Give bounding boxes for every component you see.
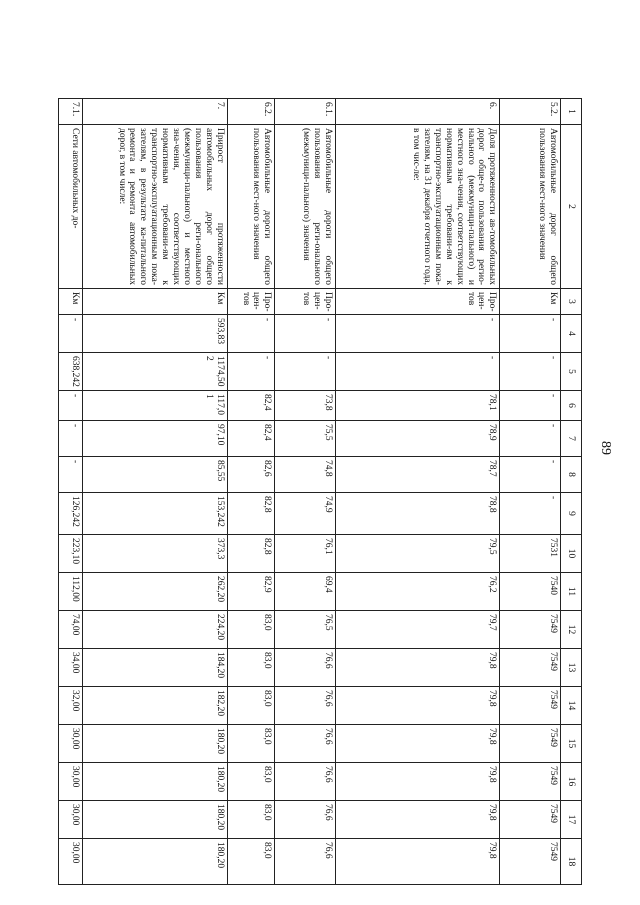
unit-cell: Про-цен-тов <box>275 289 336 315</box>
header-cell: 8 <box>561 457 582 493</box>
value-cell: 30,00 <box>59 725 83 763</box>
header-cell: 4 <box>561 315 582 353</box>
header-cell: 7 <box>561 421 582 457</box>
table-row <box>275 99 336 885</box>
value-cell: - <box>500 315 561 353</box>
header-row <box>561 99 582 885</box>
value-cell: 78,1 <box>335 391 499 421</box>
value-cell: 83,0 <box>227 687 275 725</box>
value-cell: 73,8 <box>275 391 336 421</box>
value-cell: - <box>59 421 83 457</box>
value-cell: 85,55 <box>82 457 227 493</box>
value-cell: 79,8 <box>335 649 499 687</box>
value-cell: 7549 <box>500 725 561 763</box>
value-cell: 180,20 <box>82 801 227 839</box>
indicator-name: Автомобильные дороги общего пользования реги-онального (межмуници-пального) значения <box>275 125 336 289</box>
value-cell: 79,7 <box>335 611 499 649</box>
value-cell: 32,00 <box>59 687 83 725</box>
table-container <box>58 98 582 869</box>
indicator-name: Сети автомобильных до- <box>59 125 83 289</box>
value-cell: - <box>227 315 275 353</box>
row-number: 7. <box>82 99 227 125</box>
value-cell: 182,20 <box>82 687 227 725</box>
value-cell: - <box>59 457 83 493</box>
header-cell: 15 <box>561 725 582 763</box>
value-cell: 30,00 <box>59 801 83 839</box>
header-cell: 18 <box>561 839 582 885</box>
value-cell: 76,6 <box>275 763 336 801</box>
row-number: 5.2. <box>500 99 561 125</box>
value-cell: 1174,50 2 <box>82 353 227 391</box>
header-cell: 17 <box>561 801 582 839</box>
value-cell: 82,4 <box>227 391 275 421</box>
value-cell: 74,9 <box>275 493 336 535</box>
header-cell: 11 <box>561 573 582 611</box>
value-cell: - <box>227 353 275 391</box>
value-cell: 76,6 <box>275 839 336 885</box>
value-cell: 153,242 <box>82 493 227 535</box>
header-cell: 3 <box>561 289 582 315</box>
value-cell: 83,0 <box>227 801 275 839</box>
indicator-name: Автомобильные дороги общего пользования мест-ного значения <box>227 125 275 289</box>
value-cell: 7549 <box>500 801 561 839</box>
value-cell: 74,8 <box>275 457 336 493</box>
value-cell: 78,9 <box>335 421 499 457</box>
value-cell: 34,00 <box>59 649 83 687</box>
table-row <box>335 99 499 885</box>
header-cell: 13 <box>561 649 582 687</box>
header-cell: 14 <box>561 687 582 725</box>
value-cell: 82,4 <box>227 421 275 457</box>
value-cell: 79,8 <box>335 725 499 763</box>
row-number: 6. <box>335 99 499 125</box>
value-cell: 76,6 <box>275 725 336 763</box>
unit-cell: Км <box>59 289 83 315</box>
header-cell: 12 <box>561 611 582 649</box>
value-cell: 593,83 <box>82 315 227 353</box>
value-cell: 79,8 <box>335 801 499 839</box>
value-cell: 78,7 <box>335 457 499 493</box>
value-cell: 76,6 <box>275 801 336 839</box>
header-cell: 6 <box>561 391 582 421</box>
value-cell: 373,3 <box>82 535 227 573</box>
value-cell: 76,1 <box>275 535 336 573</box>
value-cell: 7549 <box>500 839 561 885</box>
header-cell: 5 <box>561 353 582 391</box>
value-cell: 69,4 <box>275 573 336 611</box>
value-cell: 74,00 <box>59 611 83 649</box>
value-cell: 7549 <box>500 763 561 801</box>
value-cell: 78,8 <box>335 493 499 535</box>
value-cell: 30,00 <box>59 839 83 885</box>
unit-cell: Про-цен-тов <box>227 289 275 315</box>
value-cell: 76,2 <box>335 573 499 611</box>
unit-cell: Км <box>500 289 561 315</box>
value-cell: - <box>500 421 561 457</box>
value-cell: 83,0 <box>227 839 275 885</box>
value-cell: 180,20 <box>82 725 227 763</box>
value-cell: 180,20 <box>82 763 227 801</box>
value-cell: 82,8 <box>227 535 275 573</box>
value-cell: - <box>335 315 499 353</box>
table-row <box>500 99 561 885</box>
value-cell: 76,6 <box>275 649 336 687</box>
rotated-table-frame <box>58 98 582 869</box>
value-cell: 75,5 <box>275 421 336 457</box>
value-cell: 83,0 <box>227 763 275 801</box>
value-cell: 262,20 <box>82 573 227 611</box>
value-cell: 97,10 <box>82 421 227 457</box>
table-row <box>82 99 227 885</box>
header-cell: 10 <box>561 535 582 573</box>
value-cell: - <box>500 353 561 391</box>
value-cell: 223,10 <box>59 535 83 573</box>
value-cell: 82,6 <box>227 457 275 493</box>
value-cell: - <box>500 391 561 421</box>
header-cell: 16 <box>561 763 582 801</box>
value-cell: 180,20 <box>82 839 227 885</box>
header-cell: 1 <box>561 99 582 125</box>
value-cell: - <box>275 315 336 353</box>
table-row <box>227 99 275 885</box>
value-cell: 79,8 <box>335 839 499 885</box>
row-number: 6.1. <box>275 99 336 125</box>
value-cell: - <box>500 457 561 493</box>
value-cell: 83,0 <box>227 611 275 649</box>
value-cell: 83,0 <box>227 649 275 687</box>
value-cell: 224,20 <box>82 611 227 649</box>
data-table <box>58 98 582 885</box>
value-cell: 7549 <box>500 611 561 649</box>
value-cell: 112,00 <box>59 573 83 611</box>
value-cell: 76,6 <box>275 687 336 725</box>
indicator-name: Автомобильные дорог общего пользования мест-ного значения <box>500 125 561 289</box>
header-cell: 9 <box>561 493 582 535</box>
value-cell: 638,242 <box>59 353 83 391</box>
value-cell: 30,00 <box>59 763 83 801</box>
value-cell: 83,0 <box>227 725 275 763</box>
value-cell: - <box>335 353 499 391</box>
unit-cell: Про-цен-тов <box>335 289 499 315</box>
row-number: 7.1. <box>59 99 83 125</box>
page-number: 89 <box>598 441 613 455</box>
value-cell: 7549 <box>500 687 561 725</box>
row-number: 6.2. <box>227 99 275 125</box>
header-cell: 2 <box>561 125 582 289</box>
value-cell: 126,242 <box>59 493 83 535</box>
value-cell: - <box>275 353 336 391</box>
value-cell: 7531 <box>500 535 561 573</box>
value-cell: 76,5 <box>275 611 336 649</box>
indicator-name: Прирост протяженности автомобильных дорог общего пользования реги-онального (межмуници-пального) и местного зна-чения, соответствующих нормативным требовани-ям к транспортно-эксплуатационным пока-зателям, в результате ка-питального ремонта и ремонта автомобильных дорог, в том числе: <box>82 125 227 289</box>
value-cell: 82,9 <box>227 573 275 611</box>
value-cell: 7549 <box>500 649 561 687</box>
value-cell: - <box>500 493 561 535</box>
value-cell: 117,0 1 <box>82 391 227 421</box>
unit-cell: Км <box>82 289 227 315</box>
value-cell: - <box>59 315 83 353</box>
value-cell: 7540 <box>500 573 561 611</box>
value-cell: 79,5 <box>335 535 499 573</box>
table-row <box>59 99 83 885</box>
indicator-name: Доля протяженности ав-томобильных дорог обще-го пользования регио-нального (межмуници-пального) и местного зна-чения, соответствующих нормативным требовани-ям к транспортно-эксплуатационным пока-зателям, на 31 декабря отчетного года, в том чис-ле: <box>335 125 499 289</box>
value-cell: 184,20 <box>82 649 227 687</box>
value-cell: 79,8 <box>335 763 499 801</box>
value-cell: 82,8 <box>227 493 275 535</box>
value-cell: - <box>59 391 83 421</box>
value-cell: 79,8 <box>335 687 499 725</box>
